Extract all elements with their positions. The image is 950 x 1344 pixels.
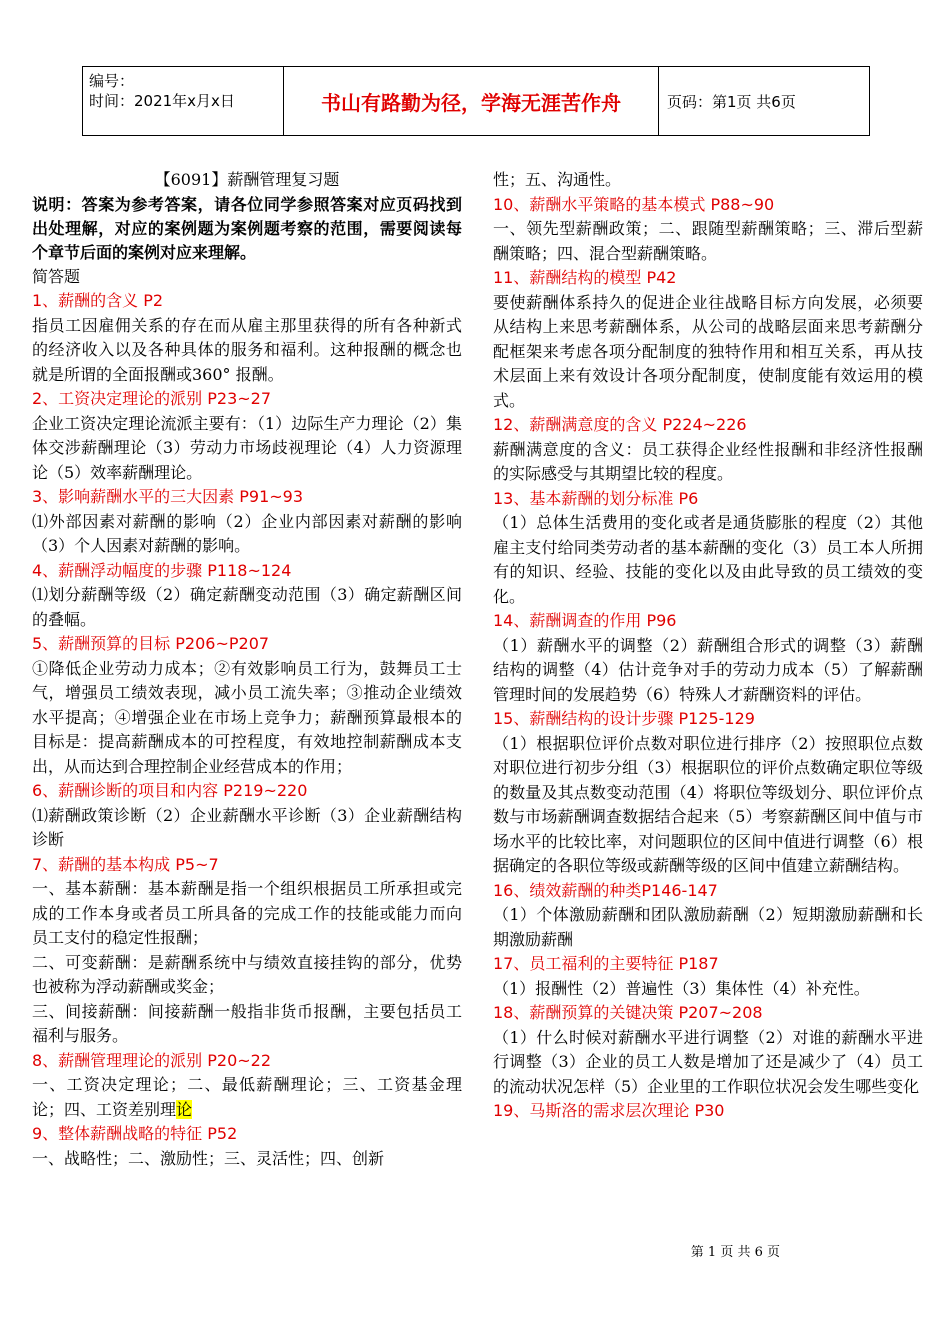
left-heading: 3、影响薪酬水平的三大因素 P91~93 [32,487,304,506]
section-label: 简答题 [32,266,81,286]
left-paragraph: 企业工资决定理论流派主要有：（1）边际生产力理论（2）集体交涉薪酬理论（3）劳动力市场歧视理论（4）人力资源理论（5）效率薪酬理论。 [32,413,462,482]
doc-title: 【6091】薪酬管理复习题 [154,170,340,189]
right-heading: 14、薪酬调查的作用 P96 [493,611,677,630]
right-heading: 11、薪酬结构的模型 P42 [493,268,677,287]
right-heading: 16、绩效薪酬的种类P146-147 [493,880,718,900]
left-paragraph: 三、间接薪酬：间接薪酬一般指非货币报酬，主要包括员工福利与服务。 [32,1001,462,1045]
header-time: 时间：2021年x月x日 [89,92,235,110]
header-table [82,66,870,136]
left-heading: 2、工资决定理论的派别 P23~27 [32,389,272,408]
header-motto: 书山有路勤为径，学海无涯苦作舟 [284,67,659,135]
left-paragraph: ⑴划分薪酬等级（2）确定薪酬变动范围（3）确定薪酬区间的叠幅。 [32,585,462,629]
left-column [32,168,462,1171]
left-heading: 8、薪酬管理理论的派别 P20~22 [32,1050,272,1070]
right-paragraph: 性；五、沟通性。 [493,170,622,189]
header-info-cell [83,67,284,135]
page-footer: 第 1 页 共 6 页 [690,1245,780,1260]
left-heading: 9、整体薪酬战略的特征 P52 [32,1124,238,1143]
left-paragraph: ①降低企业劳动力成本；②有效影响员工行为，鼓舞员工士气，增强员工绩效表现，减小员工流失率；③推动企业绩效水平提高；④增强企业在市场上竞争力；薪酬预算最根本的目标是：提高薪酬成本的可控程度，有效地控制薪酬成本支出，从而达到合理控制企业经营成本的作用； [32,658,462,776]
right-paragraph: （1）薪酬水平的调整（2）薪酬组合形式的调整（3）薪酬结构的调整（4）估计竞争对手的劳动力成本（5）了解薪酬管理时间的发展趋势（6）特殊人才薪酬资料的评估。 [493,635,923,704]
left-heading: 7、薪酬的基本构成 P5~7 [32,854,219,874]
left-items [32,289,462,1171]
right-heading: 15、薪酬结构的设计步骤 P125-129 [493,709,755,728]
right-paragraph: 薪酬满意度的含义：员工获得企业经性报酬和非经济性报酬的实际感受与其期望比较的程度。 [493,439,923,483]
right-paragraph: （1）总体生活费用的变化或者是通货膨胀的程度（2）其他雇主支付给同类劳动者的基本薪酬的变化（3）员工本人所拥有的知识、经验、技能的变化以及由此导致的员工绩效的变化。 [493,513,923,606]
left-paragraph: 一、基本薪酬：基本薪酬是指一个组织根据员工所承担或完成的工作本身或者员工所具备的完成工作的技能或能力而向员工支付的稳定性报酬； [32,879,462,947]
right-paragraph: （1）个体激励薪酬和团队激励薪酬（2）短期激励薪酬和长期激励薪酬 [493,905,923,949]
right-heading: 17、员工福利的主要特征 P187 [493,954,719,973]
left-heading: 6、薪酬诊断的项目和内容 P219~220 [32,781,308,800]
doc-note: 说明：答案为参考答案，请各位同学参照答案对应页码找到出处理解，对应的案例题为案例题考察的范围，需要阅读每个章节后面的案例对应来理解。 [32,194,462,262]
right-heading: 19、马斯洛的需求层次理论 P30 [493,1101,725,1120]
right-paragraph: （1）报酬性（2）普遍性（3）集体性（4）补充性。 [493,978,870,998]
right-paragraph: 要使薪酬体系持久的促进企业往战略目标方向发展，必须要从结构上来思考薪酬体系，从公司的战略层面来思考薪酬分配框架来考虑各项分配制度的独特作用和相互关系，再从技术层面上来有效设计各项分配制度，使制度能有效运用的模式。 [493,292,923,410]
left-paragraph: 指员工因雇佣关系的存在而从雇主那里获得的所有各种新式的经济收入以及各种具体的服务和福利。这种报酬的概念也就是所谓的全面报酬或360° 报酬。 [32,315,462,384]
right-heading: 12、薪酬满意度的含义 P224~226 [493,415,747,434]
right-paragraph: （1）根据职位评价点数对职位进行排序（2）按照职位点数对职位进行初步分组（3）根据职位的评价点数确定职位等级的数量及其点数变动范围（4）将职位等级划分、职位评价点数与市场薪酬调查数据结合起来（5）考察薪酬区间中值与市场水平的比较比率，对问题职位的区间中值进行调整（6）根据确定的各职位等级或薪酬等级的区间中值建立薪酬结构。 [493,733,923,875]
right-items [493,168,923,1124]
left-paragraph: ⑴薪酬政策诊断（2）企业薪酬水平诊断（3）企业薪酬结构诊断 [32,805,462,849]
right-heading: 18、薪酬预算的关键决策 P207~208 [493,1003,763,1022]
left-paragraph: 一、工资决定理论；二、最低薪酬理论；三、工资基金理论；四、工资差别理论 [32,1075,462,1119]
right-column [493,168,923,1124]
left-heading: 1、薪酬的含义 P2 [32,291,164,310]
right-paragraph: （1）什么时候对薪酬水平进行调整（2）对谁的薪酬水平进行调整（3）企业的员工人数是增加了还是减少了（4）员工的流动状况怎样（5）企业里的工作职位状况会发生哪些变化 [493,1027,923,1096]
left-paragraph: 二、可变薪酬：是薪酬系统中与绩效直接挂钩的部分，优势也被称为浮动薪酬或奖金； [32,952,462,996]
left-heading: 4、薪酬浮动幅度的步骤 P118~124 [32,560,292,580]
left-paragraph: ⑴外部因素对薪酬的影响（2）企业内部因素对薪酬的影响（3）个人因素对薪酬的影响。 [32,511,462,555]
header-bianhao: 编号： [89,72,135,90]
header-page: 页码：第1页 共6页 [667,92,796,111]
left-heading: 5、薪酬预算的目标 P206~P207 [32,634,270,653]
right-paragraph: 一、领先型薪酬政策；二、跟随型薪酬策略；三、滞后型薪酬策略；四、混合型薪酬策略。 [493,219,923,263]
left-paragraph: 一、战略性；二、激励性；三、灵活性；四、创新 [32,1148,385,1168]
highlight-mark: 论 [176,1099,193,1119]
right-heading: 10、薪酬水平策略的基本模式 P88~90 [493,194,775,214]
right-heading: 13、基本薪酬的划分标准 P6 [493,488,699,508]
